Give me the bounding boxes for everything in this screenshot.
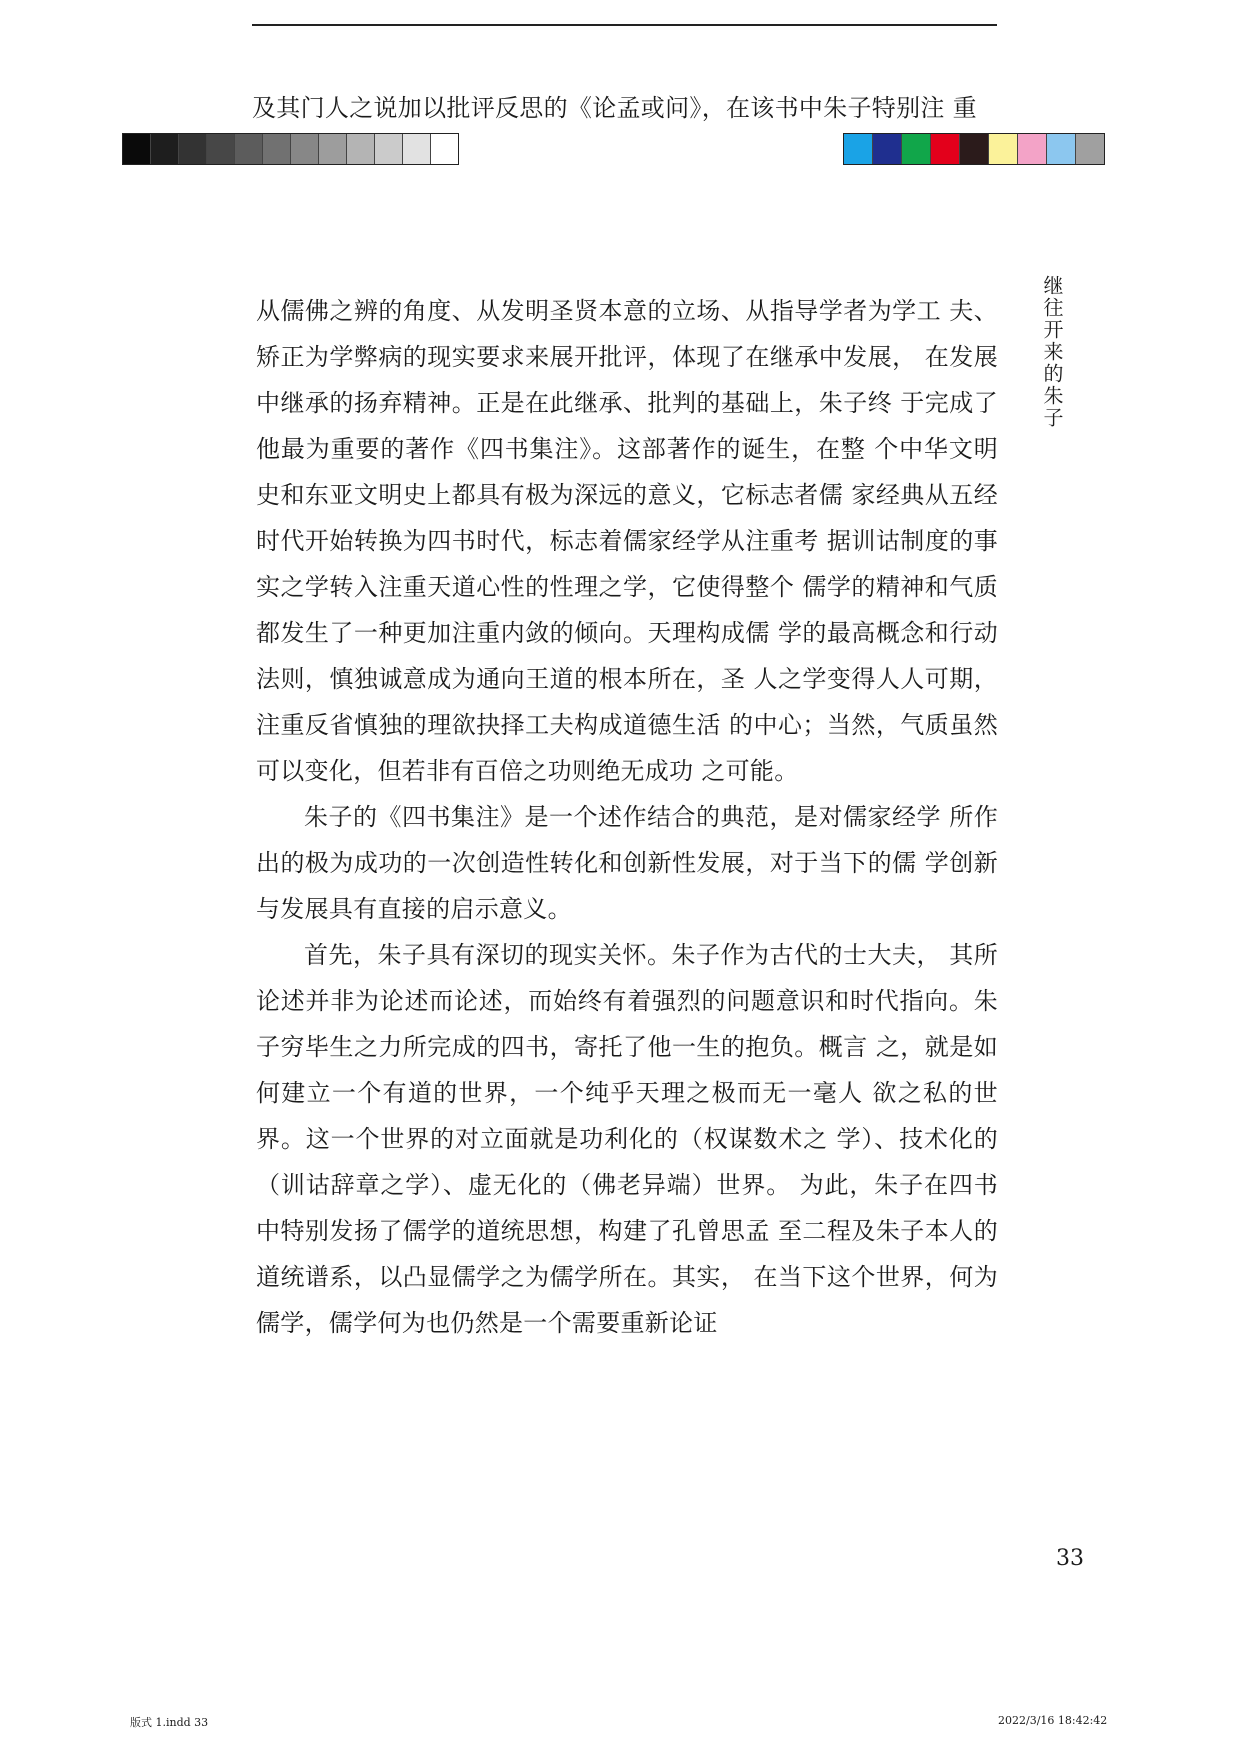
color-swatch <box>931 134 960 164</box>
color-swatch <box>1018 134 1047 164</box>
gray-swatch <box>403 134 431 164</box>
gray-swatch <box>123 134 151 164</box>
paragraph: 朱子的《四书集注》是一个述作结合的典范，是对儒家经学 所作出的极为成功的一次创造性转化和创新性发展，对于当下的儒 学创新与发展具有直接的启示意义。 <box>256 803 998 923</box>
gray-swatch <box>207 134 235 164</box>
color-swatch <box>1076 134 1104 164</box>
gray-swatch <box>347 134 375 164</box>
footer-timestamp: 2022/3/16 18:42:42 <box>998 1714 1108 1727</box>
running-title: 继往开来的朱子 <box>1040 275 1064 429</box>
previous-page-line: 及其门人之说加以批评反思的《论孟或问》，在该书中朱子特别注 重 <box>252 94 977 122</box>
body-text <box>256 288 998 1346</box>
color-swatch <box>902 134 931 164</box>
gray-swatch <box>263 134 291 164</box>
paragraph: 首先，朱子具有深切的现实关怀。朱子作为古代的士大夫， 其所论述并非为论述而论述，而始终有着强烈的问题意识和时代指向。朱子穷毕生之力所完成的四书，寄托了他一生的抱负。概言 之，就是如何建立一个有道的世界，一个纯乎天理之极而无一毫人 欲之私的世界。这一个世界的对立面就是功利化的（权谋数术之 学）、技术化的（训诂辞章之学）、虚无化的（佛老异端）世界。 为此，朱子在四书中特别发扬了儒学的道统思想，构建了孔曾思孟 至二程及朱子本人的道统谱系，以凸显儒学之为儒学所在。其实， 在当下这个世界，何为儒学，儒学何为也仍然是一个需要重新论证 <box>256 941 998 1337</box>
grayscale-calibration-bar <box>122 133 459 165</box>
paragraph: 从儒佛之辨的角度、从发明圣贤本意的立场、从指导学者为学工 夫、矫正为学弊病的现实要求来展开批评，体现了在继承中发展， 在发展中继承的扬弃精神。正是在此继承、批判的基础上，朱子终 于完成了他最为重要的著作《四书集注》。这部著作的诞生，在整 个中华文明史和东亚文明史上都具有极为深远的意义，它标志者儒 家经典从五经时代开始转换为四书时代，标志着儒家经学从注重考 据训诂制度的事实之学转入注重天道心性的性理之学，它使得整个 儒学的精神和气质都发生了一种更加注重内敛的倾向。天理构成儒 学的最高概念和行动法则，慎独诚意成为通向王道的根本所在，圣 人之学变得人人可期，注重反省慎独的理欲抉择工夫构成道德生活 的中心；当然，气质虽然可以变化，但若非有百倍之功则绝无成功 之可能。 <box>256 297 998 785</box>
color-calibration-bar <box>843 133 1105 165</box>
gray-swatch <box>291 134 319 164</box>
color-swatch <box>844 134 873 164</box>
gray-swatch <box>151 134 179 164</box>
gray-swatch <box>235 134 263 164</box>
gray-swatch <box>431 134 458 164</box>
color-swatch <box>873 134 902 164</box>
gray-swatch <box>179 134 207 164</box>
color-swatch <box>960 134 989 164</box>
gray-swatch <box>319 134 347 164</box>
gray-swatch <box>375 134 403 164</box>
footer-file-label: 版式 1.indd 33 <box>130 1716 209 1729</box>
page-number: 33 <box>1056 1546 1084 1571</box>
top-rule <box>252 24 997 26</box>
color-swatch <box>1047 134 1076 164</box>
color-swatch <box>989 134 1018 164</box>
